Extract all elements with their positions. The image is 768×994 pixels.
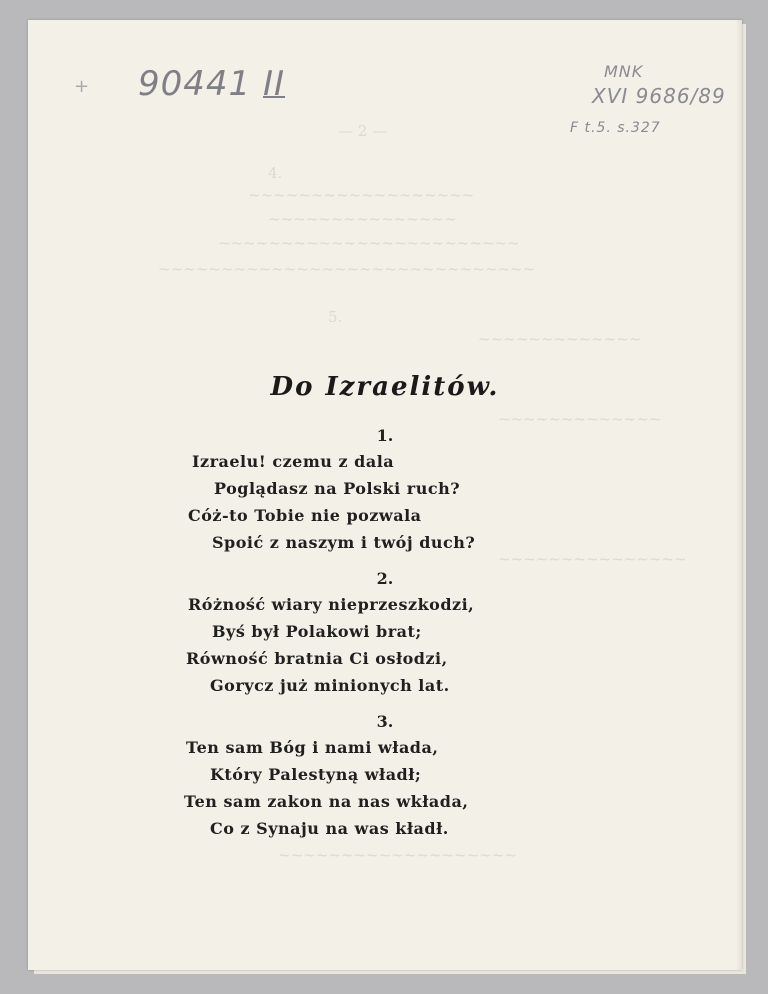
poem-title: Do Izraelitów. [270,372,500,402]
poem-line: Ten sam zakon na nas wkłada, [184,792,469,811]
poem-line: Izraelu! czemu z dala [192,452,395,471]
poem-line: Co z Synaju na was kładł. [210,819,449,838]
collection-mark: MNK [604,62,644,81]
bleed-through: 5. [328,308,343,326]
bleed-through: 4. [268,164,283,182]
inventory-number-suffix: II [262,64,286,104]
bleed-through: ~~~~~~~~~~~~~ [478,330,642,348]
poem-line: Byś był Polakowi brat; [212,622,422,641]
catalog-number: XVI 9686/89 [592,84,726,108]
poem-line: Który Palestyną władł; [210,765,422,784]
stanza-number: 2. [376,569,394,588]
bleed-through: ~~~~~~~~~~~~~~~~~~~~~~~~~~~~~~ [158,260,536,278]
stanza-number: 3. [376,712,394,731]
poem-line: Cóż-to Tobie nie pozwala [188,506,422,525]
paper-sheet [28,20,742,970]
paper-edge [736,20,742,970]
poem-line: Ten sam Bóg i nami włada, [186,738,439,757]
inventory-number-main: 90441 [138,64,252,104]
poem-line: Różność wiary nieprzeszkodzi, [188,595,475,614]
corner-mark: + [74,76,91,97]
bleed-through: — 2 — [338,122,388,140]
bleed-through: ~~~~~~~~~~~~~~~~~~ [248,186,475,204]
bleed-through: ~~~~~~~~~~~~~~~~~~~ [278,846,517,864]
poem-line: Poglądasz na Polski ruch? [214,479,461,498]
inventory-number [138,64,285,104]
bleed-through: ~~~~~~~~~~~~~~~ [268,210,457,228]
reference-note: F t.5. s.327 [570,120,661,136]
poem-line: Równość bratnia Ci osłodzi, [186,649,448,668]
stanza-number: 1. [376,426,394,445]
bleed-through: ~~~~~~~~~~~~~~~ [498,550,687,568]
poem-line: Gorycz już minionych lat. [210,676,450,695]
bleed-through: ~~~~~~~~~~~~~~~~~~~~~~~~ [218,234,520,252]
poem-line: Spoić z naszym i twój duch? [212,533,476,552]
bleed-through: ~~~~~~~~~~~~~ [498,410,662,428]
